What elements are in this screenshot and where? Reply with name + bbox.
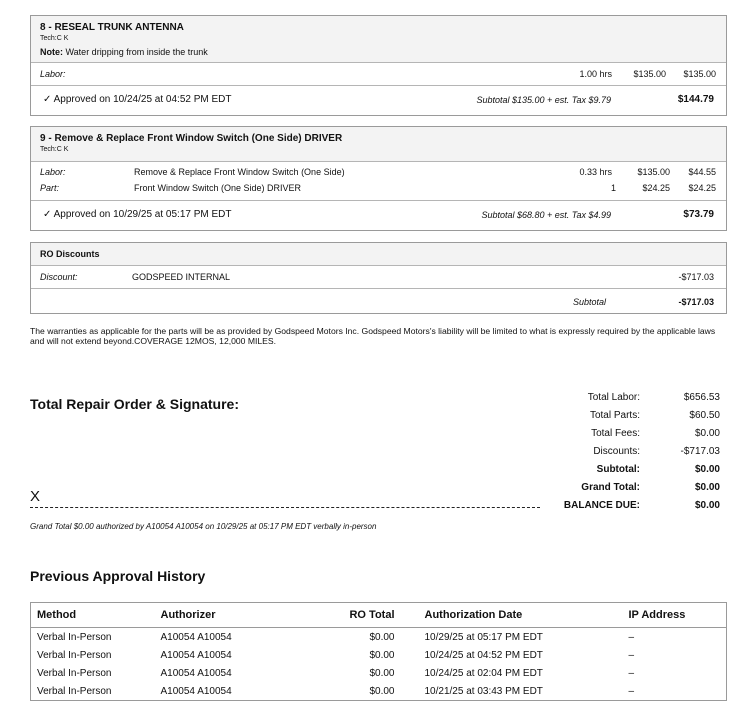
ip-cell: – bbox=[628, 685, 635, 697]
line-qty: 0.33 hrs bbox=[579, 167, 612, 177]
line-amount: $24.25 bbox=[688, 183, 716, 193]
balance-due-row bbox=[540, 500, 720, 518]
line-type: Labor: bbox=[40, 167, 66, 177]
warranty-text: The warranties as applicable for the parts will be as provided by Godspeed Motors Inc. Godspeed Motors's liability will be limited to what is expressly required by the applicable laws and will not extend beyond.COVERAGE 12MOS, 12,000 MILES. bbox=[30, 326, 716, 346]
job-9-footer bbox=[31, 201, 726, 232]
job-9-line bbox=[31, 183, 726, 199]
ro-total-cell: $0.00 bbox=[369, 631, 395, 643]
method-cell: Verbal In-Person bbox=[37, 631, 112, 643]
labor-hours: 1.00 hrs bbox=[579, 69, 612, 79]
method-cell: Verbal In-Person bbox=[37, 667, 112, 679]
job-8-card bbox=[30, 15, 727, 116]
job-9-lines bbox=[31, 162, 726, 201]
ro-total-cell: $0.00 bbox=[369, 667, 395, 679]
total-fees-row bbox=[540, 428, 720, 446]
job-8-approved: ✓ Approved on 10/24/25 at 04:52 PM EDT bbox=[43, 94, 232, 105]
job-9-total: $73.79 bbox=[683, 209, 714, 220]
ip-cell: – bbox=[628, 631, 635, 643]
date-cell: 10/21/25 at 03:43 PM EDT bbox=[424, 685, 543, 697]
ro-total-cell: $0.00 bbox=[369, 685, 395, 697]
job-9-subtotal: Subtotal $68.80 + est. Tax $4.99 bbox=[481, 210, 611, 220]
totals-label: Total Labor: bbox=[587, 392, 640, 403]
totals-value: $0.00 bbox=[694, 464, 720, 475]
authorizer-cell: A10054 A10054 bbox=[160, 649, 232, 661]
line-rate: $135.00 bbox=[637, 167, 670, 177]
totals-value: $656.53 bbox=[683, 392, 720, 403]
line-description: Remove & Replace Front Window Switch (One Side) bbox=[134, 167, 345, 177]
authorization-text: Grand Total $0.00 authorized by A10054 A10054 on 10/29/25 at 05:17 PM EDT verbally in-person bbox=[30, 522, 377, 531]
job-8-title: 8 - RESEAL TRUNK ANTENNA bbox=[40, 22, 184, 33]
job-8-note bbox=[40, 47, 208, 57]
authorizer-cell: A10054 A10054 bbox=[160, 667, 232, 679]
labor-rate: $135.00 bbox=[633, 69, 666, 79]
ip-cell: – bbox=[628, 649, 635, 661]
grand-total-row bbox=[540, 482, 720, 500]
history-heading: Previous Approval History bbox=[30, 568, 206, 584]
subtotal-row bbox=[540, 464, 720, 482]
column-header: RO Total bbox=[307, 603, 407, 628]
line-description: Front Window Switch (One Side) DRIVER bbox=[134, 183, 302, 193]
total-parts-row bbox=[540, 410, 720, 428]
discount-amount: -$717.03 bbox=[678, 272, 714, 282]
labor-label: Labor: bbox=[40, 69, 66, 79]
discount-label: Discount: bbox=[40, 272, 78, 282]
table-row bbox=[31, 682, 727, 701]
job-9-line bbox=[31, 167, 726, 183]
discount-name: GODSPEED INTERNAL bbox=[132, 272, 231, 282]
date-cell: 10/24/25 at 02:04 PM EDT bbox=[424, 667, 543, 679]
totals-label: BALANCE DUE: bbox=[563, 500, 640, 511]
signature-heading: Total Repair Order & Signature: bbox=[30, 396, 239, 412]
line-type: Part: bbox=[40, 183, 60, 193]
job-9-header bbox=[31, 127, 726, 162]
discount-subtotal-label: Subtotal bbox=[572, 297, 606, 307]
authorizer-cell: A10054 A10054 bbox=[160, 631, 232, 643]
discount-subtotal: -$717.03 bbox=[678, 297, 714, 307]
discounts-row bbox=[540, 446, 720, 464]
line-rate: $24.25 bbox=[642, 183, 670, 193]
ro-total-cell: $0.00 bbox=[369, 649, 395, 661]
authorizer-cell: A10054 A10054 bbox=[160, 685, 232, 697]
totals-label: Total Parts: bbox=[589, 410, 640, 421]
totals-value: -$717.03 bbox=[680, 446, 720, 457]
job-8-subtotal: Subtotal $135.00 + est. Tax $9.79 bbox=[476, 95, 611, 105]
totals-label: Total Fees: bbox=[591, 428, 640, 439]
labor-total: $135.00 bbox=[683, 69, 716, 79]
signature-x-mark: X bbox=[30, 488, 41, 505]
discounts-title: RO Discounts bbox=[40, 249, 100, 259]
ro-discounts-card bbox=[30, 242, 727, 314]
column-header: Authorization Date bbox=[407, 603, 623, 628]
note-text: Water dripping from inside the trunk bbox=[65, 47, 208, 57]
job-9-card bbox=[30, 126, 727, 231]
job-8-total: $144.79 bbox=[677, 94, 714, 105]
table-row bbox=[31, 664, 727, 682]
method-cell: Verbal In-Person bbox=[37, 649, 112, 661]
job-9-tech: Tech:C K bbox=[40, 146, 69, 153]
totals-label: Grand Total: bbox=[581, 482, 640, 493]
date-cell: 10/29/25 at 05:17 PM EDT bbox=[424, 631, 543, 643]
job-8-labor-row bbox=[31, 63, 726, 86]
job-9-title: 9 - Remove & Replace Front Window Switch (One Side) DRIVER bbox=[40, 133, 343, 144]
totals-value: $0.00 bbox=[694, 428, 720, 439]
signature-line[interactable] bbox=[30, 507, 540, 508]
total-labor-row bbox=[540, 392, 720, 410]
column-header: IP Address bbox=[623, 603, 727, 628]
line-qty: 1 bbox=[610, 183, 616, 193]
discount-subtotal-row bbox=[31, 289, 726, 315]
totals-value: $60.50 bbox=[689, 410, 720, 421]
method-cell: Verbal In-Person bbox=[37, 685, 112, 697]
totals-label: Subtotal: bbox=[596, 464, 640, 475]
totals-value: $0.00 bbox=[694, 500, 720, 511]
note-label: Note: bbox=[40, 47, 63, 57]
table-row bbox=[31, 646, 727, 664]
column-header: Authorizer bbox=[155, 603, 307, 628]
discount-row bbox=[31, 266, 726, 289]
table-row bbox=[31, 628, 727, 647]
approval-history-table bbox=[30, 602, 727, 701]
date-cell: 10/24/25 at 04:52 PM EDT bbox=[424, 649, 543, 661]
column-header: Method bbox=[31, 603, 155, 628]
job-8-header bbox=[31, 16, 726, 63]
line-amount: $44.55 bbox=[688, 167, 716, 177]
job-8-tech: Tech:C K bbox=[40, 35, 69, 42]
ip-cell: – bbox=[628, 667, 635, 679]
job-9-approved: ✓ Approved on 10/29/25 at 05:17 PM EDT bbox=[43, 209, 232, 220]
totals-value: $0.00 bbox=[694, 482, 720, 493]
totals-label: Discounts: bbox=[593, 446, 640, 457]
table-header-row bbox=[31, 603, 727, 628]
job-8-footer bbox=[31, 86, 726, 117]
discounts-header bbox=[31, 243, 726, 266]
